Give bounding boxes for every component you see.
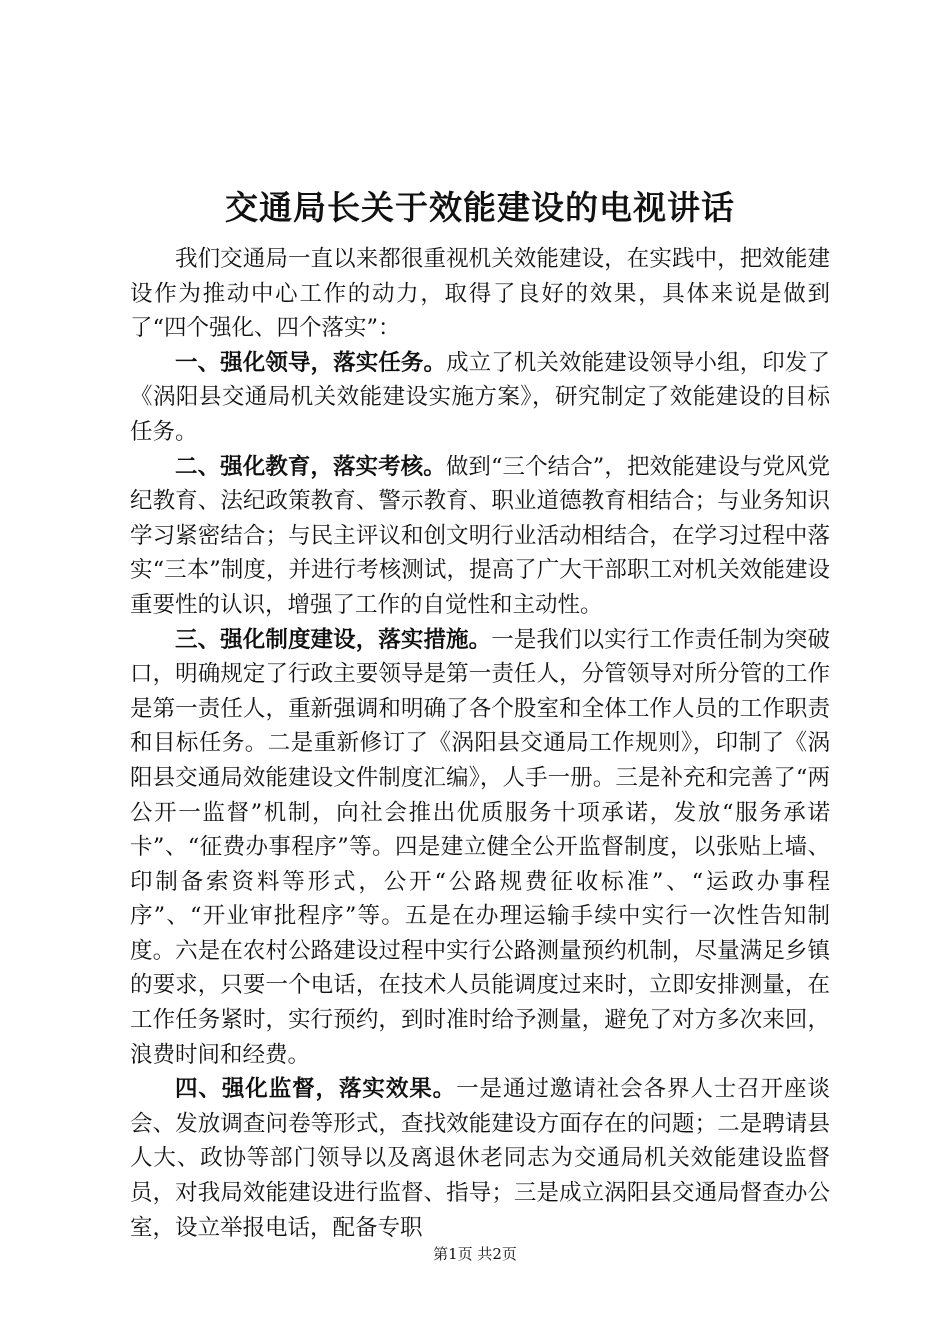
paragraph-section-4: [130, 1072, 830, 1245]
paragraph-body: 成立了机关效能建设领导小组，印发了《涡阳县交通局机关效能建设实施方案》，研究制定了效能建设的目标任务。: [130, 349, 830, 445]
paragraph-lead: 三、强化制度建设，落实措施。: [175, 626, 492, 653]
paragraph-body: 我们交通局一直以来都很重视机关效能建设，在实践中，把效能建设作为推动中心工作的动力，取得了良好的效果，具体来说是做到了“四个强化、四个落实”：: [130, 246, 830, 342]
page-footer: 第1页 共2页: [433, 1245, 517, 1263]
paragraph-section-3: [130, 623, 830, 1073]
paragraph-section-1: [130, 346, 830, 450]
paragraph-intro: [130, 242, 830, 346]
paragraph-body: 一是通过邀请社会各界人士召开座谈会、发放调查问卷等形式，查找效能建设方面存在的问题；二是聘请县人大、政协等部门领导以及离退休老同志为交通局机关效能建设监督员，对我局效能建设进行监督、指导；三是成立涡阳县交通局督查办公室，设立举报电话，配备专职: [130, 1076, 830, 1241]
paragraph-body: 做到“三个结合”，把效能建设与党风党纪教育、法纪政策教育、警示教育、职业道德教育相结合；与业务知识学习紧密结合；与民主评议和创文明行业活动相结合，在学习过程中落实“三本”制度，并进行考核测试，提高了广大干部职工对机关效能建设重要性的认识，增强了工作的自觉性和主动性。: [130, 453, 830, 618]
paragraph-lead: 二、强化教育，落实考核。: [175, 453, 446, 480]
paragraph-body: 一是我们以实行工作责任制为突破口，明确规定了行政主要领导是第一责任人，分管领导对所分管的工作是第一责任人，重新强调和明确了各个股室和全体工作人员的工作职责和目标任务。二是重新修订了《涡阳县交通局工作规则》，印制了《涡阳县交通局效能建设文件制度汇编》，人手一册。三是补充和完善了“两公开一监督”机制，向社会推出优质服务十项承诺，发放“服务承诺卡”、“征费办事程序”等。四是建立健全公开监督制度，以张贴上墙、印制备索资料等形式，公开“公路规费征收标准”、“运政办事程序”、“开业审批程序”等。五是在办理运输手续中实行一次性告知制度。六是在农村公路建设过程中实行公路测量预约机制，尽量满足乡镇的要求，只要一个电话，在技术人员能调度过来时，立即安排测量，在工作任务紧时，实行预约，到时准时给予测量，避免了对方多次来回，浪费时间和经费。: [130, 626, 830, 1068]
paragraph-section-2: [130, 450, 830, 623]
document-page: [130, 180, 830, 1245]
paragraph-lead: 一、强化领导，落实任务。: [175, 349, 447, 376]
document-title: 交通局长关于效能建设的电视讲话: [225, 188, 735, 227]
paragraph-lead: 四、强化监督，落实效果。: [175, 1076, 457, 1103]
